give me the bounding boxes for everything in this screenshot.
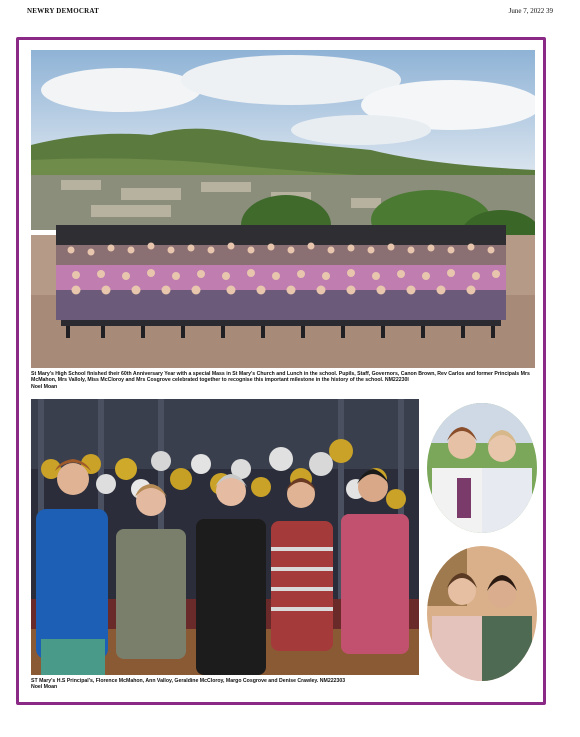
- caption-top: St Mary's High School finished their 60th Anniversary Year with a special Mass in St Mary's Church and Lunch in the school. Pupils, Staff, Governors, Canon Brown, Rev Carlos and former Principals Mrs McMahon, Mrs Valloly, Miss McCloroy and Mrs Cosgrove celebrated together to recognise this important milestone in the history of the school. NM22230I Noel Moan: [31, 371, 530, 390]
- principals-photo: [31, 399, 419, 675]
- date-page: June 7, 2022 39: [508, 7, 553, 15]
- portrait-circle-top: [427, 403, 537, 533]
- credit-top: Noel Moan: [31, 383, 58, 390]
- group-photo: [31, 50, 535, 368]
- credit-bottom: Noel Moan: [31, 684, 58, 691]
- masthead: [27, 4, 553, 18]
- caption-bottom: ST Mary's H.S Principal's, Florence McMahon, Ann Valloy, Geraldine McCloroy, Margo Cosgrove and Denise Crawley. NM222303 Noel Moan: [31, 678, 346, 691]
- portrait-circle-bottom: [427, 546, 537, 681]
- paper-name: NEWRY DEMOCRAT: [27, 7, 99, 15]
